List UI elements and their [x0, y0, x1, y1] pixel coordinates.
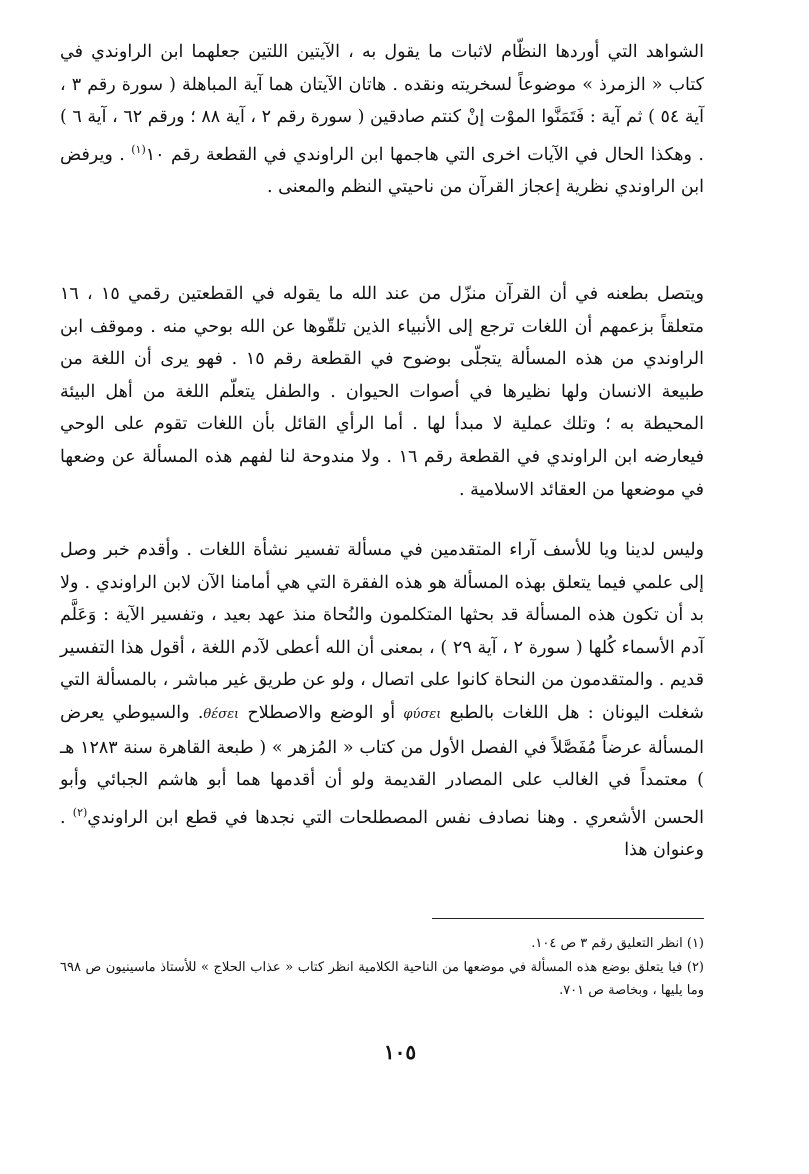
footnote-mark-1: (١) — [131, 142, 146, 156]
footnote-divider — [432, 918, 704, 919]
paragraph-1-text: الشواهد التي أوردها النظّام لاثبات ما يقول به ، الآيتين اللتين جعلهما ابن الراوندي في كتاب « الزمرذ » موضوعاً لسخريته ونقده . هاتان الآيتان هما آية المباهلة ( سورة رقم ٣ ، آية ٥٤ ) ثم آية : فَتَمَنَّوا الموْت إنْ كنتم صادقين ( سورة رقم ٢ ، آية ٨٨ ؛ ورقم ٦٢ ، آية ٦ ) . وهكذا الحال في الآيات اخرى التي هاجمها ابن الراوندي في القطعة رقم ١٠ — [60, 42, 705, 165]
paragraph-1 — [60, 36, 704, 204]
footnote-1: (١) انظر التعليق رقم ٣ ص ١٠٤. — [531, 936, 704, 951]
footnote-2: (٢) فيا يتعلق بوضع هذه المسألة في موضعها من الناحية الكلامية انظر كتاب « عذاب الحلاج » للأستاذ ماسينيون ص ٦٩٨ وما يليها ، وبخاصة ص ٧٠١. — [60, 959, 704, 998]
paragraph-3-text-b: أو الوضع والاصطلاح — [247, 702, 396, 723]
footnote-mark-2: (٢) — [72, 805, 88, 819]
paragraph-3-text-d: . وعنوان هذا — [60, 807, 704, 861]
page-number: ١٠٥ — [383, 1040, 417, 1064]
paragraph-3-text-c: . والسيوطي يعرض المسألة عرضاً مُفَصَّلاً في الفصل الأول من كتاب « المُزهر » ( طبعة القاهرة سنة ١٢٨٣ هـ ) معتمداً في الغالب على المصادر القديمة ولو أن أقدمها هما أبو هاشم الجبائي وأبو الحسن الأشعري . وهنا نصادف نفس المصطلحات التي نجدها في قطع ابن الراوندي — [60, 702, 704, 828]
footnotes — [60, 932, 704, 1003]
paragraph-3-text-a: وليس لدينا ويا للأسف آراء المتقدمين في مسألة تفسير نشأة اللغات . وأقدم خبر وصل إلى علمي فيما يتعلق بهذه المسألة هو هذه الفقرة التي هي أمامنا الآن لابن الراوندي . ولا بد أن تكون هذه المسألة قد بحثها المتكلمون والنُحاة منذ عهد بعيد ، وتفسير الآية : وَعَلَّم آدم الأسماء كُلها ( سورة ٢ ، آية ٢٩ ) ، بمعنى أن الله أعطى لآدم اللغة ، أقول هذا التفسير قديم . والمتقدمون من النحاة كانوا على اتصال ، ولو عن طريق غير مباشر ، بالمسألة التي شغلت اليونان : هل اللغات بالطبع — [60, 540, 704, 723]
paragraph-2: ويتصل بطعنه في أن القرآن منزّل من عند الله ما يقوله في القطعتين رقمي ١٥ ، ١٦ متعلقاً بزعمهم أن اللغات ترجع إلى الأنبياء الذين تلقّوها عن الله بوحي منه . وموقف ابن الراوندي من هذه المسألة يتجلّى بوضوح في القطعة رقم ١٥ . فهو يرى أن اللغة من طبيعة الانسان ولها نظيرها في أصوات الحيوان . والطفل يتعلّم اللغة من أهل البيئة المحيطة به ؛ وتلك عملية لا مبدأ لها . أما الرأي القائل بأن اللغات تقوم على الوحي فيعارضه ابن الراوندي في القطعة رقم ١٦ . ولا مندوحة لنا لفهم هذه المسألة عن وضعها في موضعها من العقائد الاسلامية . — [60, 284, 705, 500]
greek-term-thesei: θέσει — [203, 706, 240, 722]
paragraph-3 — [60, 534, 704, 867]
paragraph-1-tail: . ويرفض ابن الراوندي نظرية إعجاز القرآن من ناحيتي النظم والمعنى . — [60, 144, 704, 198]
greek-term-physei: φύσει — [403, 706, 442, 722]
